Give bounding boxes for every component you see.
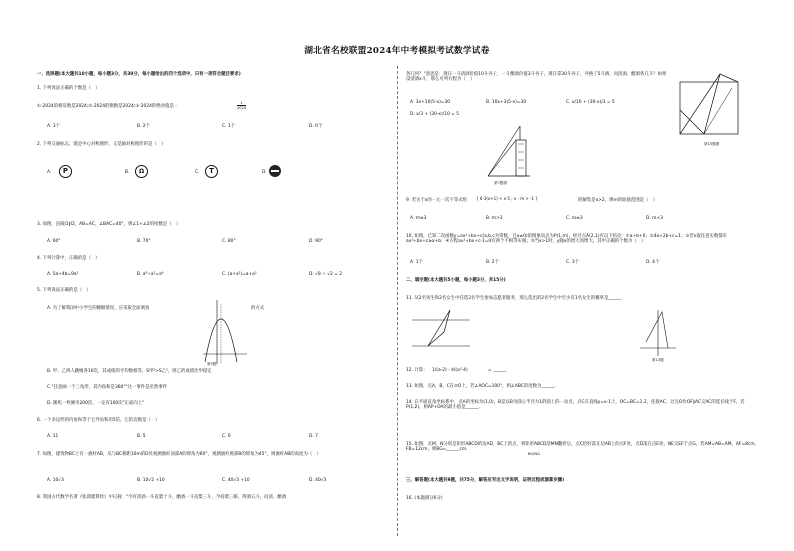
q12-answer-blank: = ______	[488, 368, 507, 373]
q5-option-c: C."任意画一个三角形，其内角和是360°"这一事件是必然事件	[47, 385, 168, 390]
q9-option-a: A. m≥3	[410, 216, 427, 221]
q4-option-c: C. (a+a²)=a+a²	[222, 272, 257, 277]
q5-option-a: A. 为了解我国中小学生的睡眠情况，应采取全面调查	[47, 306, 150, 311]
q6-stem: 6. 一个多边形的内角和等于它外角和的5倍，它的边数是（ ）	[37, 418, 160, 423]
section-solve-heading: 三、解答题(本大题共9题，共75分，解答应写出文字说明，证明过程或演算步骤)	[406, 478, 565, 483]
q2-option-a: A.	[47, 170, 52, 175]
q4-option-d: D. √8 ÷ √2 = 2	[309, 272, 343, 277]
parking-sign-icon: P	[59, 165, 72, 178]
q10-option-d: D. 4个	[646, 260, 660, 265]
q12-stem: 12. 计算：	[406, 368, 428, 373]
q6-option-c: C. 6	[222, 434, 231, 439]
u-turn-sign-icon: Ω	[135, 165, 148, 178]
q9-option-d: D. m<3	[646, 216, 663, 221]
column-divider	[397, 66, 398, 536]
q2-option-d: D.	[262, 170, 267, 175]
q7-option-d: D. 40√3	[309, 478, 327, 483]
q7-building-figure	[484, 124, 534, 180]
q7-option-a: A. 10√3	[47, 478, 64, 483]
q1-option-d: D. 0个	[309, 124, 323, 129]
q1-option-b: B. 2个	[137, 124, 150, 129]
q3-stem: 3. 如图，直线l1∥l2，AB=AC，∠BAC=40°，则∠1+∠2的度数是（ ）	[37, 222, 181, 227]
q13-stem: 13. 如图，点A，B，C在⊙O上，若∠AOC=100°，则∠ABC的度数为______.	[406, 384, 556, 389]
q1-stem: 1. 下列说法正确的个数是（ ）	[37, 86, 100, 91]
q1-option-c: C. 1个	[222, 124, 236, 129]
q3-option-d: D. 90°	[309, 239, 323, 244]
q1-body: ①-2024的相反数是2024;②-2024的倒数是2024;③-2024的绝对值是 -	[37, 104, 177, 109]
q10-option-a: A. 1个	[410, 260, 423, 265]
q2-option-b: B.	[125, 170, 130, 175]
q10-option-b: B. 2个	[486, 260, 499, 265]
q1-option-a: A. 3个	[47, 124, 60, 129]
q10-parabola-figure	[638, 308, 678, 358]
q4-option-a: A. 5a+4b=9a²	[47, 272, 79, 277]
q12-expression: 1/(a-2) - 4/(a²-4)	[432, 368, 468, 373]
q7-option-b: B. 10√2 +10	[137, 478, 165, 483]
q1-fraction: 1 2024	[237, 101, 247, 110]
q15-fraction: BG/NG	[528, 452, 540, 456]
q8-continuation: 各几何？"意思是：现在一斗清酒价值10斗谷子，一斗醑酒价值3斗谷子，现在拿30斗谷子，共换了5斗酒，问清酒、醑酒各几斗？如果设清酒x斗，那么可列方程为（ ）	[406, 72, 667, 83]
q5-parabola-figure	[199, 296, 249, 366]
q2-option-c: C.	[195, 170, 200, 175]
q7-option-c: C. 40√3 +10	[222, 478, 250, 483]
q10-option-c: C. 3个	[566, 260, 580, 265]
q5-figure-label: 第5题	[207, 362, 217, 366]
q3-parallel-lines-figure	[410, 306, 472, 354]
q10-stem: 10. 如图，已知二次函数y=ax²+bx+c(a,b,c为常数，且a≠0)的图象顶点为P(1,m)，经过点A(2,1)有以下结论：①a+b+0；②4a+2b+c=1；③若x取任意实数都有ax²+bx+c≥a+b；④方程ax²+bx+c-1=0有两个不相等实根；⑤当x>1时，y随x的增大而增大，其中正确的个数为（ ）	[406, 234, 728, 245]
t-junction-sign-icon: T	[205, 165, 218, 178]
q5-stem: 5. 下列说法正确的是（ ）	[37, 288, 91, 293]
q4-stem: 4. 下列计算中，正确的是（ ）	[37, 256, 100, 261]
q7-figure-label: 第7题图	[494, 181, 508, 185]
q2-stem: 2. 下列交通标志，既是中心对称图形，又是轴对称图形的是（ ）	[37, 142, 166, 147]
q9-tail: 的解集是x>2，则m的取值范围是（ ）	[578, 198, 658, 203]
q16-stem: 16. (本题满分6分)	[406, 496, 443, 501]
no-entry-sign-icon	[269, 165, 281, 177]
q9-stem: 9. 若关于x的一元一次不等式组	[406, 198, 467, 203]
q5-option-a-tail: 的方式	[251, 306, 265, 311]
page-title: 湖北省名校联盟2024年中考模拟考试数学试卷	[304, 46, 490, 56]
q8-option-d: D. x/3 + (30-x)/10 = 5	[410, 112, 460, 117]
q6-option-b: B. 5	[137, 434, 146, 439]
q7-stem: 7. 如图，建筑物BC上有一旗杆AB，从与BC相距10m的D处观测旗杆顶部A的仰角为60°，观测旗杆底部B的仰角为45°，则旗杆AB的高度为（ ）	[37, 452, 321, 457]
q5-option-d: D. 随机一枚硬币200次，一定有100次"正面向上"	[47, 401, 145, 406]
q9-inequality-system: { 6-3(x+1) < x-5 ; x - m > -1 }	[476, 196, 538, 201]
section-choice-heading: 一、选择题(本大题共10小题，每小题3分，共30分，每小题给出的四个选项中，只有一项符合题目要求)	[37, 72, 241, 77]
section-fill-heading: 二、填空题(本大题共5小题，每小题3分，共15分)	[406, 278, 506, 283]
q6-option-d: D. 7	[309, 434, 318, 439]
q8-option-b: B. 10x+3(5-x)=30	[486, 100, 527, 105]
q4-option-b: B. a⁸÷a²=a⁴	[137, 272, 164, 277]
q8-option-a: A. 3x+10(5-x)=30	[410, 100, 451, 105]
q8-stem: 8. 我国古代数学名著《张邱建算经》中记载："今有清酒一斗直粟十斗，醑酒一斗直粟三斗，今持粟三斛，得酒五斗，问清、醑酒	[37, 495, 287, 500]
q3-option-a: A. 60°	[47, 239, 61, 244]
q15-figure-label: 第15题图	[704, 142, 720, 146]
q15-rectangle-figure	[674, 70, 746, 152]
q9-option-b: B. m>3	[486, 216, 503, 221]
q13-figure-label: 第13题	[652, 358, 664, 362]
q15-stem: 15. 如图，点M，N分别是矩形ABCD的边AD，BC上的点，将矩形ABCD沿MN翻折后，点C恰好落在边AB上的点F处，点D落在点E处，NE交EF于点G，若AM=AB=AM，AF=8cm，FB=12cm，则BG=______cm.	[406, 442, 759, 453]
q14-stem: 14. 在平面直角坐标系中，点A的坐标为(1,0)，B是以B为圆心半径为1的圆上的一动点，点C在直线y=x-1上，OC=BC=1.2，连接AC，过点O作OF∥AC交AC的延长线于F，若P(1,2)，则AP+OA的最小值是______.	[406, 400, 745, 411]
q3-option-c: C. 80°	[222, 239, 236, 244]
q5-option-b: B. 甲、乙两人跳绳各10次，其成绩的平均数相等，S甲²>S乙²，则乙的成绩比甲稳定	[47, 369, 212, 374]
q11-stem: 11. 从2名男生和2名女生中任选2名学生参加志愿者服务，那么选出的2名学生中至少有1名女生的概率是______.	[406, 296, 623, 301]
q9-option-c: C. m≤3	[566, 216, 583, 221]
q3-option-b: B. 70°	[137, 239, 151, 244]
q6-option-a: A. 11	[47, 434, 59, 439]
q8-option-c: C. x/10 + (30-x)/3 = 5	[566, 100, 615, 105]
